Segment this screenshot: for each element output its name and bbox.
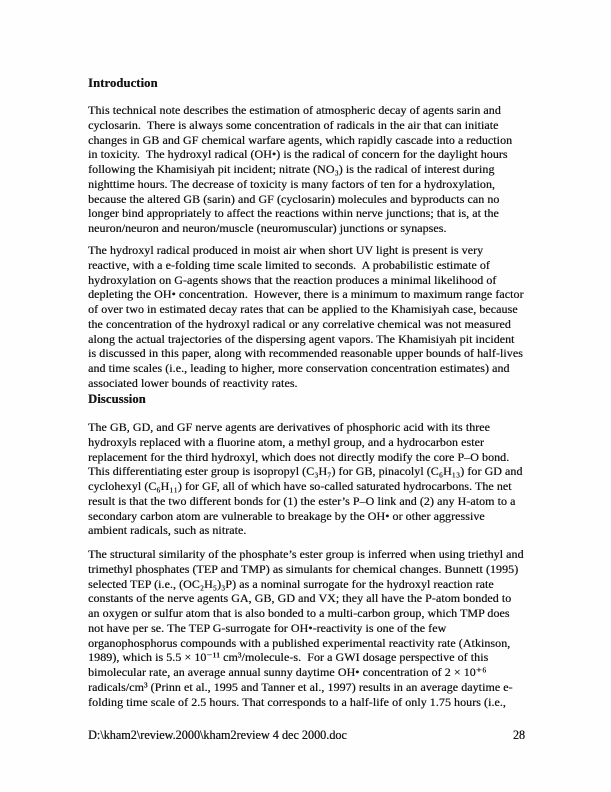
text-line: following the Khamisiyah pit incident; nitrate (NO₃) is the radical of interest during xyxy=(88,162,495,176)
text-line: The GB, GD, and GF nerve agents are derivatives of phosphoric acid with its three xyxy=(88,420,490,434)
text-line: in toxicity. The hydroxyl radical (OH•) is the radical of concern for the daylight hours xyxy=(88,147,508,162)
text-line: the concentration of the hydroxyl radical or any correlative chemical was not measured xyxy=(88,316,511,331)
text-line: cyclosarin. There is always some concentration of radicals in the air that can initiate xyxy=(88,117,499,132)
text-line: and time scales (i.e., leading to higher, more conservation concentration estimates) and xyxy=(88,361,510,375)
text-line: along the actual trajectories of the dispersing agent vapors. The Khamisiyah pit incident xyxy=(88,331,515,346)
paragraph-discussion-2 xyxy=(88,547,533,709)
text-line: reactive, with a e-folding time scale limited to seconds. A probabilistic estimate of xyxy=(88,257,490,272)
text-line: hydroxyls replaced with a fluorine atom, a methyl group, and a hydrocarbon ester xyxy=(88,434,484,449)
footer-file-path: D:\kham2\review.2000\kham2review 4 dec 2000.doc xyxy=(88,728,347,742)
text-line: replacement for the third hydroxyl, which does not directly modify the core P–O bond. xyxy=(88,449,510,464)
text-line: organophosphorus compounds with a published experimental reactivity rate (Atkinson, xyxy=(88,635,511,650)
text-line: bimolecular rate, an average annual sunny daytime OH• concentration of 2 × 10⁺⁶ xyxy=(88,665,487,679)
text-line: nighttime hours. The decrease of toxicity is many factors of ten for a hydroxylation, xyxy=(88,176,495,191)
text-line: neuron/neuron and neuron/muscle (neuromuscular) junctions or synapses. xyxy=(88,221,447,235)
paragraph-intro-2 xyxy=(88,243,533,391)
footer-page-number: 28 xyxy=(512,728,525,742)
text-line: ambient radicals, such as nitrate. xyxy=(88,523,247,538)
text-line: 1989), which is 5.5 × 10⁻¹¹ cm³/molecule-s. For a GWI dosage perspective of this xyxy=(88,650,489,665)
text-line: longer bind appropriately to affect the reactions within nerve junctions; that is, at the xyxy=(88,206,499,221)
text-line: changes in GB and GF chemical warfare agents, which rapidly cascade into a reduction xyxy=(88,132,513,147)
text-line: selected TEP (i.e., (OC₂H₅)₃P) as a nominal surrogate for the hydroxyl reaction rate xyxy=(88,576,494,591)
text-line: constants of the nerve agents GA, GB, GD and VX; they all have the P-atom bonded to xyxy=(88,591,512,606)
text-line: trimethyl phosphates (TEP and TMP) as simulants for chemical changes. Bunnett (1995) xyxy=(88,561,519,576)
text-line: This technical note describes the estimation of atmospheric decay of agents sarin and xyxy=(88,103,501,117)
text-line: secondary carbon atom are vulnerable to breakage by the OH• or other aggressive xyxy=(88,508,485,523)
text-line: of over two in estimated decay rates that can be applied to the Khamisiyah case, because xyxy=(88,302,518,316)
text-line: an oxygen or sulfur atom that is also bonded to a multi-carbon group, which TMP does xyxy=(88,606,510,620)
text-line: The hydroxyl radical produced in moist air when short UV light is present is very xyxy=(88,243,484,257)
text-line: This differentiating ester group is isopropyl (C₃H₇) for GB, pinacolyl (C₆H₁₃) for GD and xyxy=(88,464,523,479)
page-footer xyxy=(88,728,525,743)
text-line: cyclohexyl (C₆H₁₁) for GF, all of which have so-called saturated hydrocarbons. The net xyxy=(88,479,512,493)
text-line: hydroxylation on G-agents shows that the reaction produces a minimal likelihood of xyxy=(88,272,497,287)
text-line: is discussed in this paper, along with recommended reasonable upper bounds of half-lives xyxy=(88,346,523,361)
text-line: The structural similarity of the phosphate’s ester group is inferred when using triethyl and xyxy=(88,547,524,561)
paragraph-discussion-1 xyxy=(88,420,533,538)
section-heading-introduction: Introduction xyxy=(88,76,158,90)
section-heading-discussion: Discussion xyxy=(88,392,146,406)
text-line: folding time scale of 2.5 hours. That corresponds to a half-life of only 1.75 hours (i.e., xyxy=(88,694,506,709)
text-line: radicals/cm³ (Prinn et al., 1995 and Tanner et al., 1997) results in an average daytime e- xyxy=(88,679,513,694)
text-line: depleting the OH• concentration. However, there is a minimum to maximum range factor xyxy=(88,287,524,302)
paragraph-intro-1 xyxy=(88,103,533,236)
text-line: not have per se. The TEP G-surrogate for OH•-reactivity is one of the few xyxy=(88,620,447,635)
text-line: because the altered GB (sarin) and GF (cyclosarin) molecules and byproducts can no xyxy=(88,191,500,206)
text-line: associated lower bounds of reactivity rates. xyxy=(88,375,298,390)
text-line: result is that the two different bonds for (1) the ester’s P–O link and (2) any H-atom to a xyxy=(88,493,516,508)
